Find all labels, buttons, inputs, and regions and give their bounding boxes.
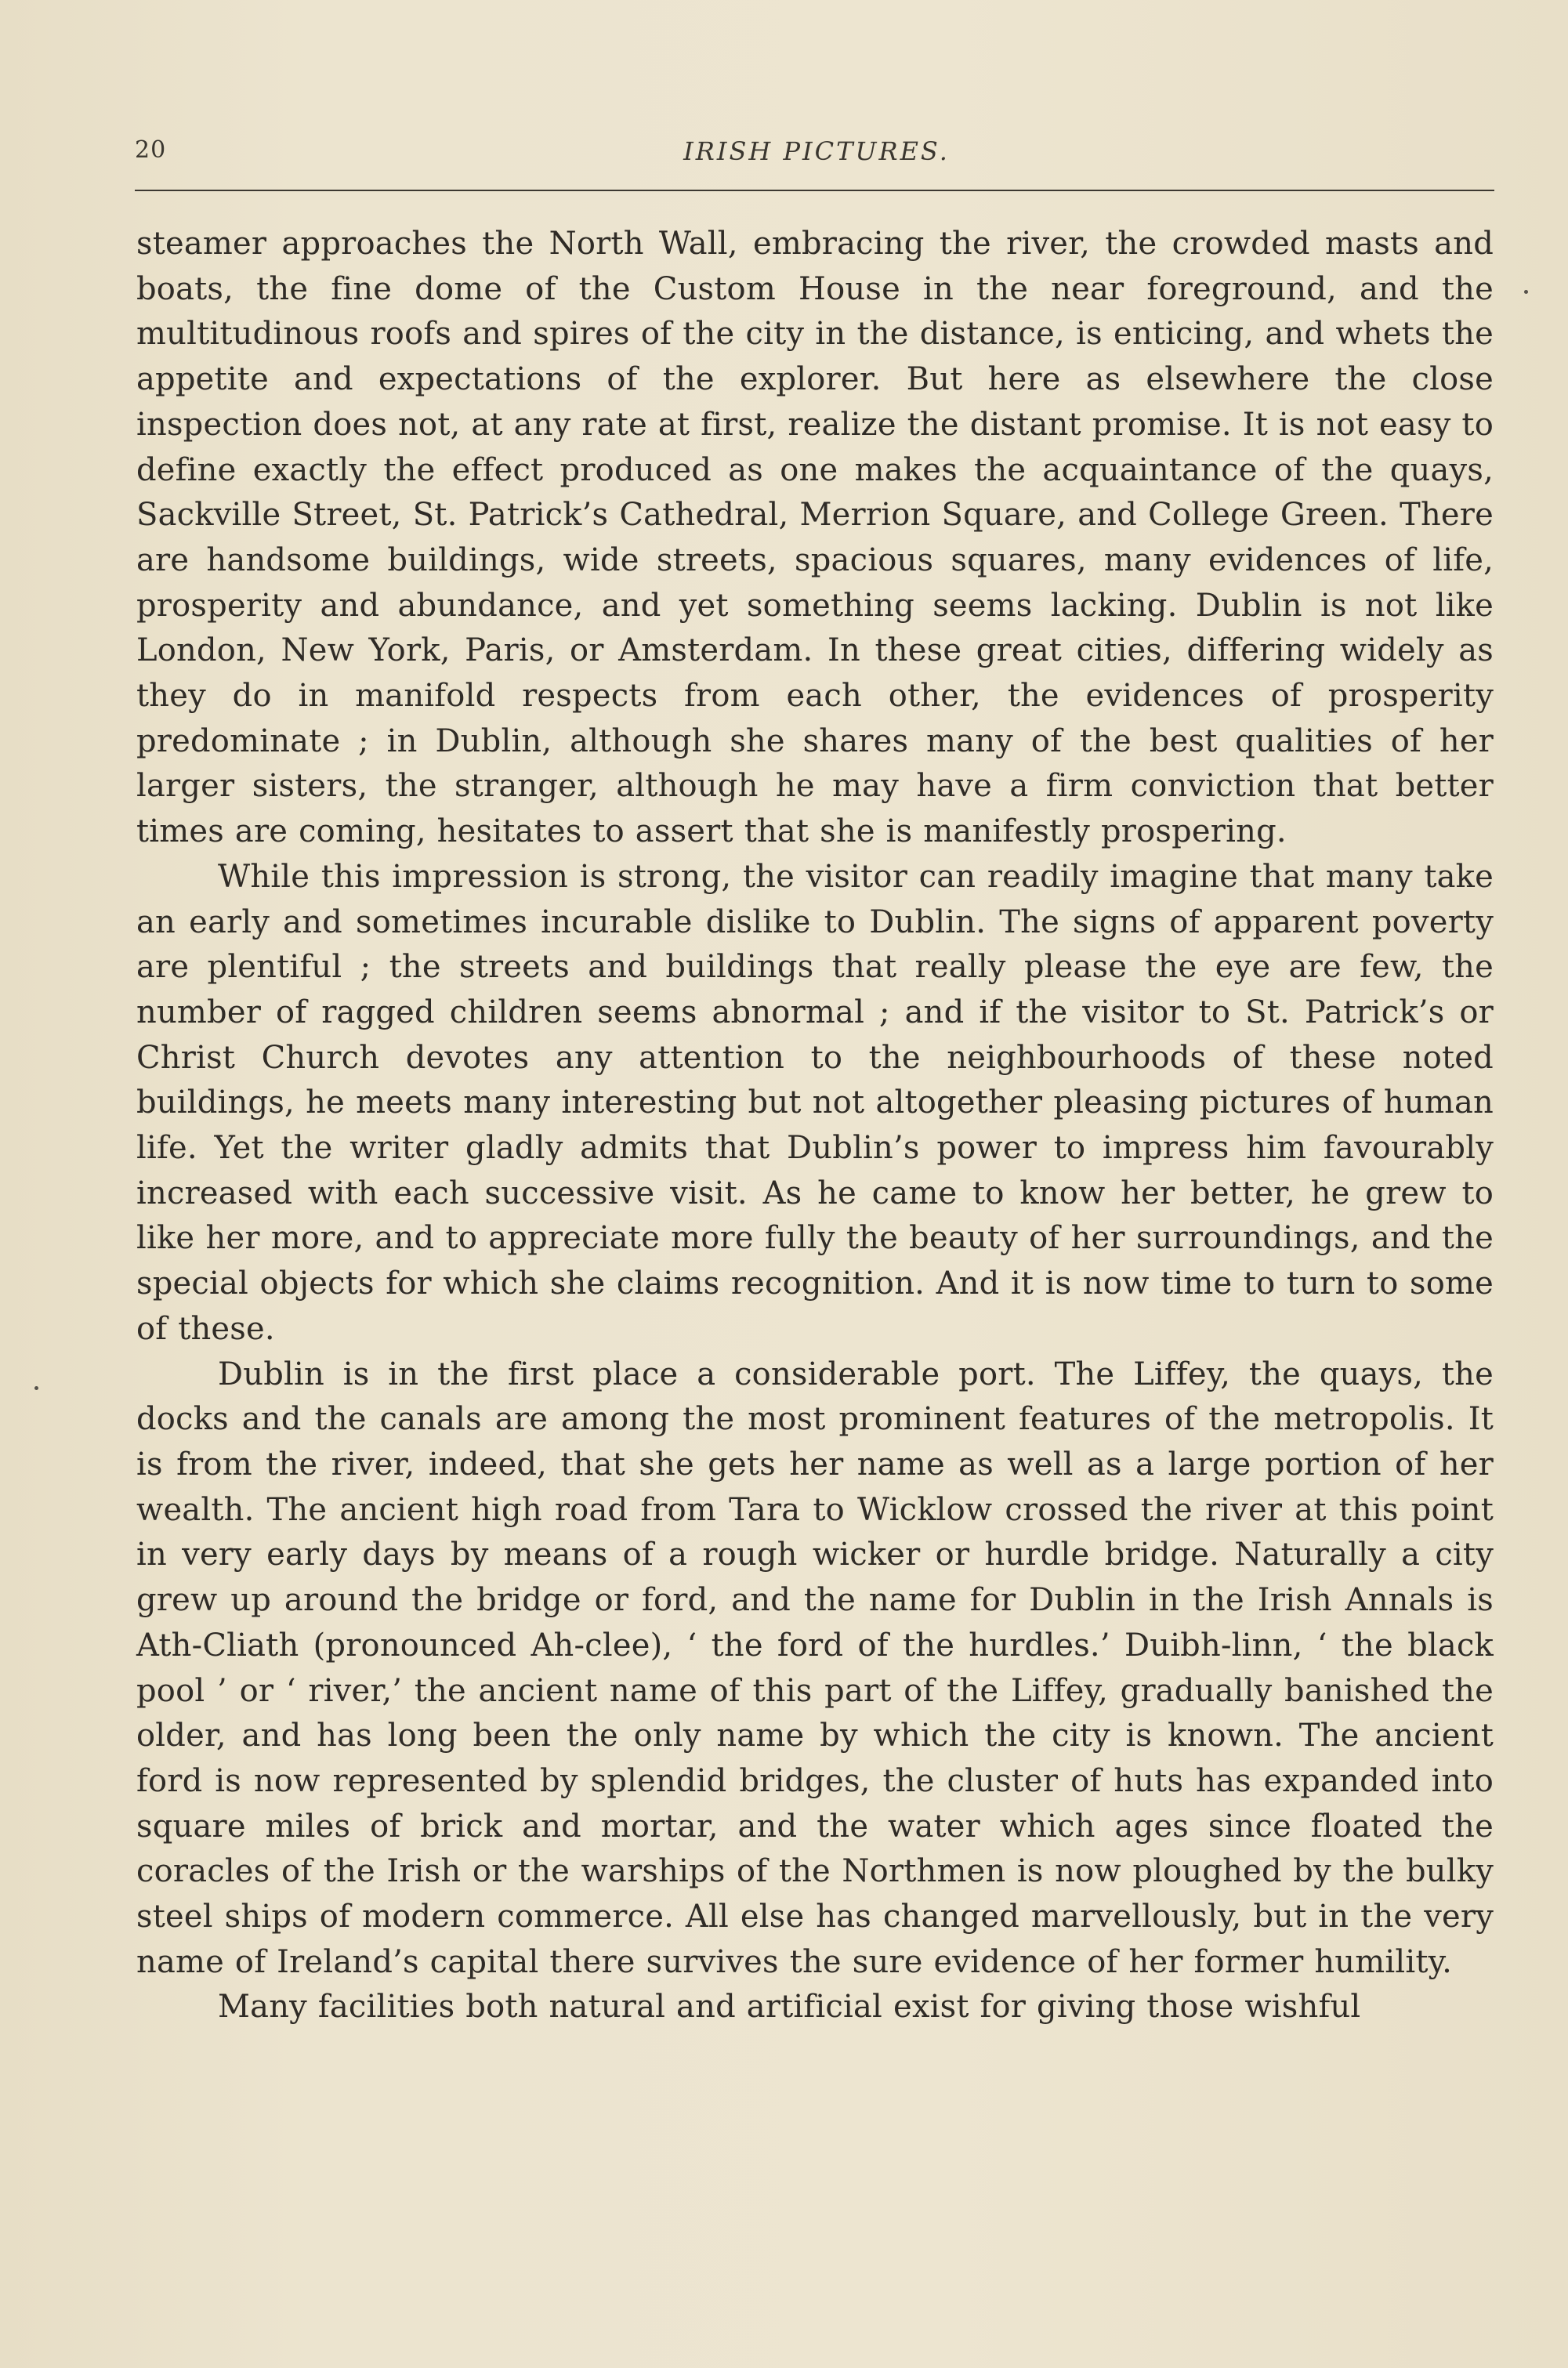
paragraph-2: While this impression is strong, the visitor can readily imagine that many take an early and sometimes incurable dislike to Dublin. The signs of apparent poverty are plentiful ; the streets and buildings that really please the eye are few, the number of ragged children seems abnormal ; and if the visitor to St. Patrick’s or Christ Church devotes any attention to the neighbourhoods of these noted buildings, he meets many interesting but not altogether pleasing pictures of human life. Yet the writer gladly admits that Dublin’s power to impress him favourably increased with each successive visit. As he came to know her better, he grew to like her more, and to appreciate more fully the beauty of her surroundings, and the special objects for which she claims recognition. And it is now time to turn to some of these. — [136, 858, 1494, 1347]
paragraph-1: steamer approaches the North Wall, embracing the river, the crowded masts and boats, the fine dome of the Custom House in the near foreground, and the multitudinous roofs and spires of the city in the distance, is enticing, and whets the appetite and expectations of the explorer. But here as elsewhere the close inspection does not, at any rate at first, realize the distant promise. It is not easy to define exactly the effect produced as one makes the acquaintance of the quays, Sackville Street, St. Patrick’s Cathedral, Merrion Square, and College Green. There are handsome buildings, wide streets, spacious squares, many evidences of life, prosperity and abundance, and yet something seems lacking. Dublin is not like London, New York, Paris, or Amsterdam. In these great cities, differing widely as they do in manifold respects from each other, the evidences of prosperity predominate ; in Dublin, although she shares many of the best qualities of her larger sisters, the stranger, although he may have a firm conviction that better times are coming, hesitates to assert that she is manifestly prospering. — [136, 226, 1494, 850]
page-number: 20 — [135, 136, 167, 164]
running-head — [135, 136, 1498, 183]
body-text — [136, 222, 1494, 2030]
paragraph-4: Many facilities both natural and artificial exist for giving those wishful — [218, 1989, 1361, 2026]
paragraph-3: Dublin is in the first place a considerable port. The Liffey, the quays, the docks and the canals are among the most prominent features of the metropolis. It is from the river, indeed, that she gets her name as well as a large portion of her wealth. The ancient high road from Tara to Wicklow crossed the river at this point in very early days by means of a rough wicker or hurdle bridge. Naturally a city grew up around the bridge or ford, and the name for Dublin in the Irish Annals is Ath-Cliath (pronounced Ah-clee), ‘ the ford of the hurdles.’ Duibh-linn, ‘ the black pool ’ or ‘ river,’ the ancient name of this part of the Liffey, gradually banished the older, and has long been the only name by which the city is known. The ancient ford is now represented by splendid bridges, the cluster of huts has expanded into square miles of brick and mortar, and the water which ages since floated the coracles of the Irish or the warships of the Northmen is now ploughed by the bulky steel ships of modern commerce. All else has changed marvellously, but in the very name of Ireland’s capital there survives the sure evidence of her former humility. — [136, 1356, 1494, 1980]
running-title: IRISH PICTURES. — [683, 136, 950, 166]
margin-speck — [1524, 290, 1528, 294]
margin-speck — [34, 1386, 38, 1390]
header-rule — [135, 190, 1494, 191]
